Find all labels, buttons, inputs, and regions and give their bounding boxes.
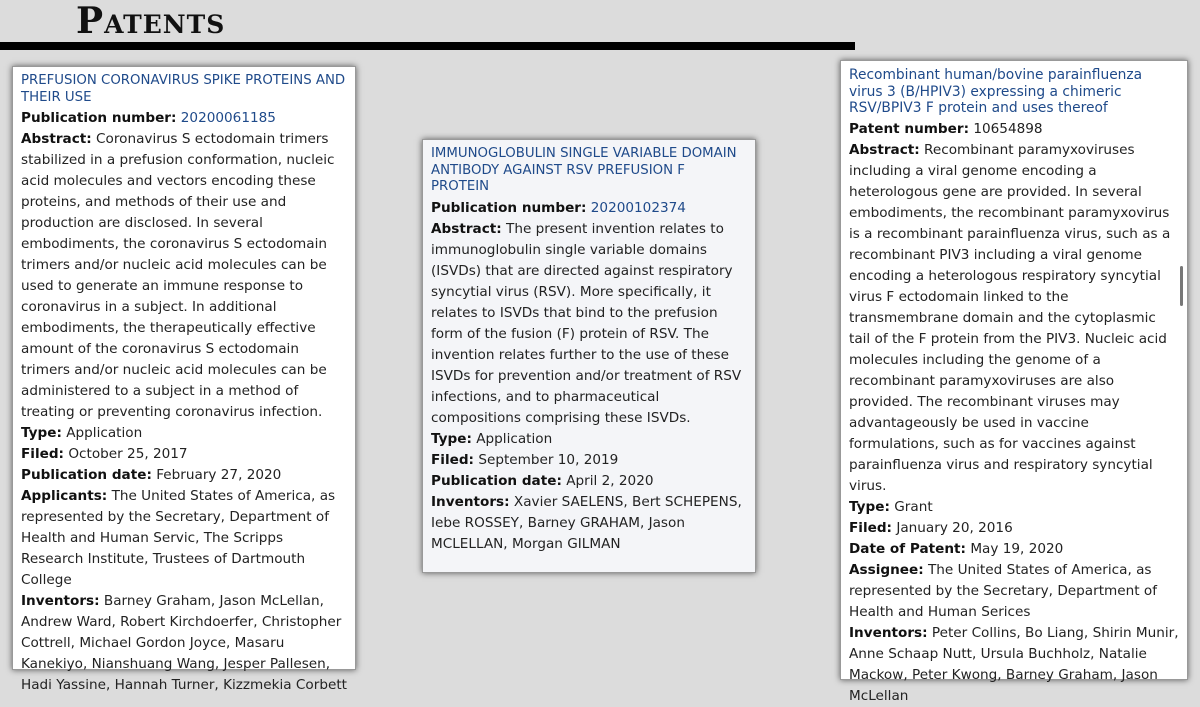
abstract-text: Recombinant paramyxoviruses including a viral genome encoding a heterologous gene are provided. In several embodiments, the recombinant paramyxovirus is a recombinant parainfluenza virus, such as a recombinant PIV3 including a viral genome encoding a heterologous respiratory syncytial virus F ectodomain linked to the transmembrane domain and the cytoplasmic tail of the F protein from the PIV3. Nucleic acid molecules including the genome of a recombinant paramyxoviruses are also provided. The recombinant viruses may advantageously be used in vaccine formulations, such as for vaccines against parainfluenza virus and respiratory syncytial virus.: [849, 141, 1171, 494]
date-value: February 27, 2020: [156, 467, 282, 483]
page-title: Patents: [76, 0, 226, 42]
filed-label: Filed:: [849, 519, 892, 536]
inventors-value: Xavier SAELENS, Bert SCHEPENS, Iebe ROSSEY, Barney GRAHAM, Jason MCLELLAN, Morgan GILMAN: [431, 493, 742, 552]
number-label: Publication number:: [431, 199, 587, 216]
abstract-text: The present invention relates to immunoglobulin single variable domains (ISVDs) that are directed against respiratory syncytial virus (RSV). More specifically, it relates to ISVDs that bind to the prefusion form of the fusion (F) protein of RSV. The invention relates further to the use of these ISVDs for prevention and/or treatment of RSV infections, and to pharmaceutical compositions comprising these ISVDs.: [431, 220, 742, 426]
publication-number-link[interactable]: 20200061185: [180, 110, 276, 126]
type-label: Type:: [431, 430, 472, 447]
patent-title[interactable]: PREFUSION CORONAVIRUS SPIKE PROTEINS AND THEIR USE: [21, 73, 346, 105]
type-value: Application: [476, 430, 553, 447]
assignee-value: The United States of America, as represented by the Secretary, Department of Health and Human Serices: [849, 561, 1158, 620]
date-label: Date of Patent:: [849, 540, 966, 557]
filed-value: October 25, 2017: [68, 446, 188, 462]
number-label: Patent number:: [849, 120, 970, 137]
date-value: April 2, 2020: [566, 472, 654, 489]
date-label: Publication date:: [21, 467, 152, 483]
patent-title[interactable]: Recombinant human/bovine parainfluenza virus 3 (B/HPIV3) expressing a chimeric RSV/BPIV3 F protein and uses thereof: [849, 67, 1143, 116]
type-label: Type:: [21, 425, 62, 441]
inventors-label: Inventors:: [21, 593, 100, 609]
type-value: Grant: [894, 498, 933, 515]
abstract-text: Coronavirus S ectodomain trimers stabilized in a prefusion conformation, nucleic acid molecules and vectors encoding these proteins, and methods of their use and production are disclosed. In several embodiments, the coronavirus S ectodomain trimers and/or nucleic acid molecules can be used to generate an immune response to coronavirus in a subject. In additional embodiments, the therapeutically effective amount of the coronavirus S ectodomain trimers and/or nucleic acid molecules can be administered to a subject in a method of treating or preventing coronavirus infection.: [21, 131, 335, 420]
applicants-value: The United States of America, as represented by the Secretary, Department of Health and Human Servic, The Scripps Research Institute, Trustees of Dartmouth College: [21, 488, 336, 588]
abstract-label: Abstract:: [21, 131, 92, 147]
inventors-label: Inventors:: [849, 624, 928, 641]
inventors-label: Inventors:: [431, 493, 510, 510]
scrollbar[interactable]: [1180, 266, 1183, 306]
applicants-label: Applicants:: [21, 488, 108, 504]
patent-card-rsv-antibody: [422, 139, 756, 573]
patent-title[interactable]: IMMUNOGLOBULIN SINGLE VARIABLE DOMAIN ANTIBODY AGAINST RSV PREFUSION F PROTEIN: [431, 146, 737, 194]
type-label: Type:: [849, 498, 890, 515]
number-label: Publication number:: [21, 110, 177, 126]
patent-number: 10654898: [973, 120, 1043, 137]
assignee-label: Assignee:: [849, 561, 924, 578]
inventors-value: Peter Collins, Bo Liang, Shirin Munir, Anne Schaap Nutt, Ursula Buchholz, Natalie Mackow, Peter Kwong, Barney Graham, Jason McLellan: [849, 624, 1179, 704]
inventors-value: Barney Graham, Jason McLellan, Andrew Ward, Robert Kirchdoerfer, Christopher Cottrell, Michael Gordon Joyce, Masaru Kanekiyo, Nianshuang Wang, Jesper Pallesen, Hadi Yassine, Hannah Turner, Kizzmekia Corbett: [21, 593, 347, 693]
filed-label: Filed:: [431, 451, 474, 468]
patent-card-coronavirus: [12, 66, 356, 693]
date-value: May 19, 2020: [970, 540, 1064, 557]
date-label: Publication date:: [431, 472, 562, 489]
patent-card-piv3: [840, 60, 1188, 704]
filed-value: January 20, 2016: [896, 519, 1013, 536]
type-value: Application: [66, 425, 143, 441]
publication-number-link[interactable]: 20200102374: [590, 199, 686, 216]
title-divider: [0, 42, 855, 50]
abstract-label: Abstract:: [431, 220, 502, 237]
filed-label: Filed:: [21, 446, 64, 462]
abstract-label: Abstract:: [849, 141, 920, 158]
filed-value: September 10, 2019: [478, 451, 619, 468]
